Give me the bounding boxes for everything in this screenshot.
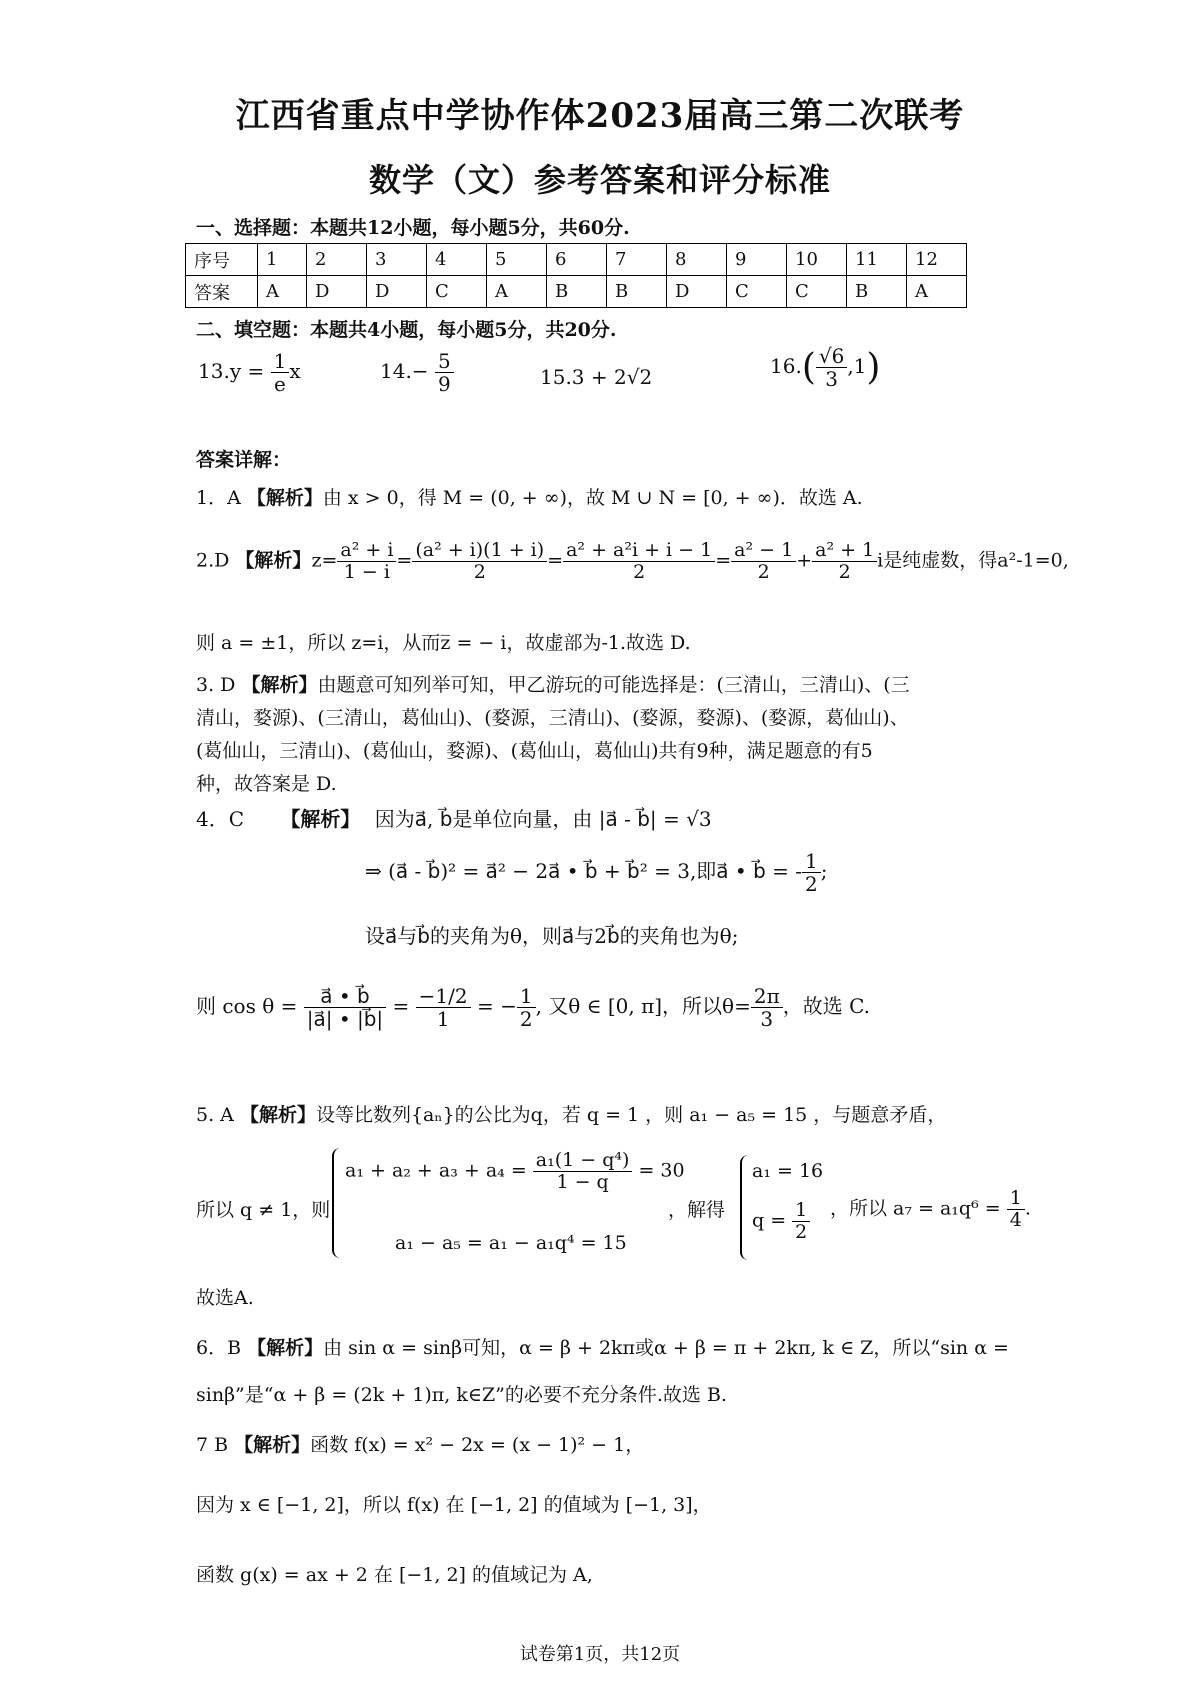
solution-number: 4．C (196, 807, 245, 831)
fraction-den: 2 (757, 560, 770, 583)
fraction-num: 1 (517, 985, 536, 1008)
table-cell: B (547, 276, 607, 308)
table-header-cell: 序号 (186, 244, 258, 276)
table-cell: A (907, 276, 967, 308)
table-cell: 1 (258, 244, 307, 276)
solution-number: 2.D (196, 549, 230, 572)
solution-2: 2.D 【解析】z= $\frac{\text{a² + i}}{1 - i}$ = $\frac{\text{(a² + i)(1 + i)}}{2}$ = $\frac{\text{a² + a²i + i − 1}}{2}$ = $\frac{\text{a² − 1}}{2}$ + $\frac{\text{a² + 1}}{2}$ i是纯虚数，得a²-1=0, (196, 539, 1069, 583)
fraction (812, 540, 877, 583)
q16-close-paren: ) (866, 347, 881, 388)
q16-open-paren: ( (801, 347, 816, 388)
fraction-num: a₁(1 − q⁴) (533, 1150, 633, 1172)
solution-4 (196, 803, 712, 832)
analysis-tag: 【解析】 (246, 487, 323, 509)
solution-5-l3: 故选A. (196, 1287, 254, 1309)
detail-heading: 答案详解： (196, 449, 292, 471)
solution-6-line2: sinβ”是“α + β = (2k + 1)π, k∈Z”的必要不充分条件.故选 B. (196, 1384, 727, 1406)
q13-fraction (271, 350, 290, 395)
fraction (416, 985, 471, 1030)
fill-answer-14 (380, 350, 454, 395)
table-cell: C (787, 276, 847, 308)
table-cell: A (487, 276, 547, 308)
solution-text: i是纯虚数，得a²-1=0, (877, 549, 1069, 572)
solution-5-l2a: 所以 q ≠ 1，则 (196, 1199, 331, 1221)
solution-2-line2: 则 a = ±1，所以 z=i，从而z̅ = − i，故虚部为-1.故选 D. (196, 632, 691, 654)
fill-answer-15: 15.3 + 2√2 (540, 365, 653, 389)
q14-fraction (435, 350, 454, 395)
table-cell: B (847, 276, 907, 308)
fraction (1007, 1188, 1025, 1231)
solution-7-line3: 函数 g(x) = ax + 2 在 [−1, 2] 的值域记为 A, (196, 1564, 593, 1586)
page-subtitle: 数学（文）参考答案和评分标准 (368, 161, 831, 199)
solution-text: 设等比数列{aₙ}的公比为q，若 q = 1 ，则 a₁ − a₅ = 15 ，与题意矛盾， (315, 1104, 947, 1126)
solution-3-line2: 清山，婺源)、(三清山，葛仙山)、(婺源，三清山)、(婺源，婺源)、(婺源，葛仙山)、 (196, 707, 909, 729)
fraction (802, 850, 821, 895)
fraction (751, 985, 783, 1030)
fraction-den: 2 (633, 560, 646, 583)
equation: q = (752, 1209, 787, 1232)
q13-var: x (289, 359, 301, 383)
solution-4-line2: ⇒ (a⃗ - b⃗)² = a⃗² − 2a⃗ • b⃗ + b⃗² = 3,即a⃗ • b⃗ = - $\frac{1}{2}$ ; (365, 849, 828, 896)
fraction-den: 2 (795, 1220, 808, 1243)
fraction-num: 1 (792, 1200, 810, 1222)
q13-number: 13. (198, 359, 230, 383)
section-fill-heading: 二、填空题：本题共4小题，每小题5分，共20分. (196, 319, 617, 341)
equation: = 30 (638, 1159, 685, 1182)
section-choice-heading: 一、选择题：本题共12小题，每小题5分，共60分. (196, 217, 630, 239)
table-cell: D (367, 276, 427, 308)
solution-text: 由 x > 0，得 M = (0, + ∞)，故 M ∪ N = [0, + ∞)．故选 A. (322, 487, 863, 509)
fraction-num: −1/2 (416, 985, 471, 1008)
q13-lhs: y = (229, 359, 265, 383)
fraction-den: 1 − q (556, 1170, 609, 1193)
q16-num: √6 (816, 345, 847, 368)
fraction (563, 540, 715, 583)
solution-5 (196, 1100, 946, 1127)
fraction-num: a² + a²i + i − 1 (563, 540, 715, 562)
analysis-tag: 【解析】 (280, 807, 361, 831)
q16-tail: ,1 (847, 354, 867, 378)
fraction-den: |a⃗| • |b⃗| (306, 1007, 384, 1031)
fraction-den: 4 (1009, 1208, 1022, 1231)
fraction-num: a² + 1 (812, 540, 877, 562)
solution-3-line3: (葛仙山，三清山)、(葛仙山，婺源)、(葛仙山，葛仙山)共有9种，满足题意的有5 (196, 740, 873, 762)
fraction-den: 1 − i (343, 560, 390, 583)
analysis-tag: 【解析】 (241, 674, 318, 696)
q16-den: 3 (825, 367, 838, 391)
fraction (337, 540, 396, 583)
q16-fraction (816, 345, 847, 390)
equation-2: a₁ − a₅ = a₁ − a₁q⁴ = 15 (395, 1232, 627, 1254)
table-cell: 9 (727, 244, 787, 276)
solution-text: ，故选 C. (782, 994, 871, 1018)
solution-6 (196, 1333, 1009, 1360)
result-1: a₁ = 16 (752, 1160, 824, 1182)
table-row-answers (186, 276, 967, 308)
table-cell: 8 (667, 244, 727, 276)
fill-answer-13 (198, 350, 301, 395)
solution-text: , 又θ ∈ [0, π]，所以θ= (535, 994, 751, 1018)
table-cell: C (427, 276, 487, 308)
solution-number: 6．B (196, 1337, 242, 1359)
table-header-cell: 答案 (186, 276, 258, 308)
solution-text: = − (476, 994, 517, 1018)
table-cell: C (727, 276, 787, 308)
fraction (517, 985, 536, 1030)
q13-den: e (274, 372, 286, 396)
solution-number: 5. A (196, 1104, 234, 1126)
fraction-num: a² + i (337, 540, 396, 562)
table-cell: 3 (367, 244, 427, 276)
solution-number: 1．A (196, 487, 241, 509)
solution-1 (196, 483, 863, 510)
solution-number: 7 B (196, 1434, 229, 1456)
table-cell: 4 (427, 244, 487, 276)
fraction-num: 1 (1007, 1188, 1025, 1210)
solution-3-line4: 种，故答案是 D. (196, 773, 337, 795)
page-title: 江西省重点中学协作体2023届高三第二次联考 (235, 96, 965, 136)
solution-text: ⇒ (a⃗ - b⃗)² = a⃗² − 2a⃗ • b⃗ + b⃗² = 3,即a⃗ • b⃗ = - (365, 859, 803, 883)
result-2 (752, 1200, 810, 1243)
solve-text: ，解得 (668, 1199, 726, 1221)
table-cell: A (258, 276, 307, 308)
solution-text: 由 sin α = sinβ可知，α = β + 2kπ或α + β = π + 2kπ, k ∈ Z，所以“sin α = (323, 1337, 1009, 1359)
equation-system (345, 1150, 685, 1193)
table-cell: 11 (847, 244, 907, 276)
answer-table (185, 243, 967, 308)
q16-number: 16. (770, 354, 802, 378)
table-cell: 7 (607, 244, 667, 276)
fraction-num: 1 (802, 850, 821, 873)
table-cell: D (307, 276, 367, 308)
analysis-tag: 【解析】 (235, 549, 312, 572)
table-row-numbers (186, 244, 967, 276)
fraction-den: 2 (805, 872, 818, 896)
fraction (533, 1150, 633, 1193)
fraction (792, 1200, 810, 1243)
fraction-num: a² − 1 (731, 540, 796, 562)
fraction (412, 540, 547, 583)
analysis-tag: 【解析】 (234, 1434, 311, 1456)
equation: ，所以 a₇ = a₁q⁶ = (830, 1197, 1001, 1220)
solution-3 (196, 670, 910, 697)
table-cell: 2 (307, 244, 367, 276)
solution-7 (196, 1430, 644, 1457)
fraction (304, 985, 386, 1030)
equation: a₁ + a₂ + a₃ + a₄ = (345, 1159, 527, 1182)
system-brace (332, 1148, 344, 1258)
fill-answer-16 (770, 345, 880, 390)
result-brace (740, 1155, 752, 1260)
fraction-den: 2 (838, 560, 851, 583)
fraction-den: 3 (760, 1007, 774, 1031)
analysis-tag: 【解析】 (247, 1337, 324, 1359)
q13-num: 1 (271, 350, 290, 373)
table-cell: 12 (907, 244, 967, 276)
table-cell: 10 (787, 244, 847, 276)
result-final: ，所以 a₇ = a₁q⁶ = $\frac{1}{4}$ . (830, 1187, 1031, 1231)
table-cell: 5 (487, 244, 547, 276)
q14-den: 9 (437, 372, 451, 396)
table-cell: 6 (547, 244, 607, 276)
fraction-den: 2 (519, 1007, 533, 1031)
solution-text: 则 cos θ = (196, 994, 298, 1018)
solution-text: 由题意可知列举可知，甲乙游玩的可能选择是：(三清山，三清山)、(三 (317, 674, 910, 696)
fraction-num: 2π (751, 985, 783, 1008)
q14-num: 5 (435, 350, 454, 373)
solution-4-line3: 设a⃗与b⃗的夹角为θ，则a⃗与2b⃗的夹角也为θ; (365, 924, 739, 948)
solution-number: 3. D (196, 674, 236, 696)
analysis-tag: 【解析】 (239, 1104, 316, 1126)
fraction (731, 540, 796, 583)
solution-7-line2: 因为 x ∈ [−1, 2]，所以 f(x) 在 [−1, 2] 的值域为 [−1, 3]， (196, 1494, 712, 1516)
page-footer: 试卷第1页，共12页 (519, 1644, 681, 1665)
z-lhs: z= (311, 549, 338, 572)
q14-number: 14.− (380, 359, 429, 383)
fraction-num: (a² + i)(1 + i) (412, 540, 547, 562)
solution-text: 函数 f(x) = x² − 2x = (x − 1)² − 1， (310, 1434, 645, 1456)
fraction-den: 1 (436, 1007, 450, 1031)
table-cell: D (667, 276, 727, 308)
fraction-num: a⃗ • b⃗ (304, 985, 386, 1008)
table-cell: B (607, 276, 667, 308)
fraction-den: 2 (473, 560, 486, 583)
solution-4-line4: 则 cos θ = $\frac{a⃗ • b⃗}{|a⃗| • |b⃗|}$ = $\frac{-1/2}{1}$ = − $\frac{1}{2}$ , 又θ ∈ [0, π]，所以θ= $\frac{2\pi}{3}$ ，故选 C. (196, 984, 871, 1031)
solution-text: 因为a⃗, b⃗是单位向量，由 |a⃗ - b⃗| = √3 (374, 807, 712, 831)
